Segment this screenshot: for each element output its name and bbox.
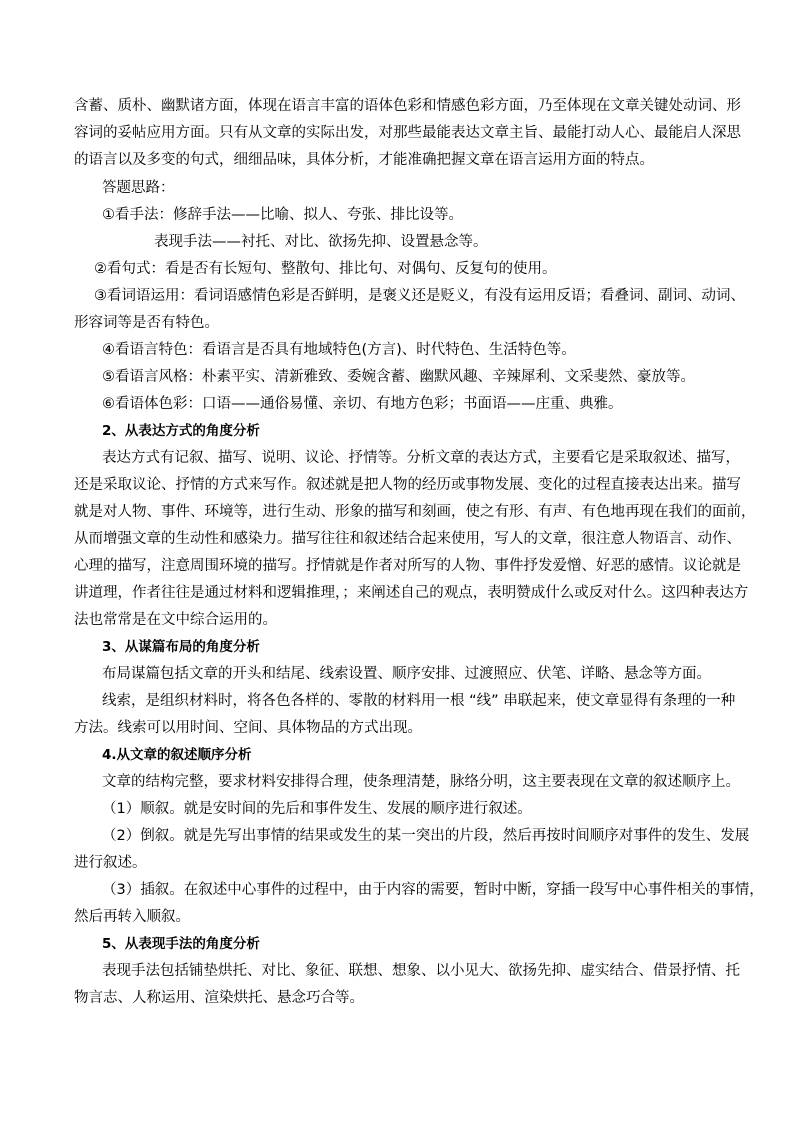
section-heading: 2、从表达方式的角度分析	[102, 423, 260, 439]
approach-item: ①看手法：修辞手法——比喻、拟人、夸张、排比设等。	[102, 207, 463, 223]
approach-item-continuation: 形容词等是否有特色。	[74, 315, 219, 331]
approach-item: ②看句式：看是否有长短句、整散句、排比句、对偶句、反复句的使用。	[94, 261, 557, 277]
section-heading: 3、从谋篇布局的角度分析	[102, 639, 260, 655]
paragraph-line: 含蓄、质朴、幽默诸方面，体现在语言丰富的语体色彩和情感色彩方面，乃至体现在文章关键处动词、形	[74, 98, 741, 114]
paragraph-line: 线索，是组织材料时，将各色各样的、零散的材料用一根 “线” 串联起来，使文章显得有条理的一种	[102, 693, 736, 709]
paragraph-line: 布局谋篇包括文章的开头和结尾、线索设置、顺序安排、过渡照应、伏笔、详略、悬念等方面。	[102, 666, 711, 682]
paragraph-line: 方法。线索可以用时间、空间、具体物品的方式出现。	[74, 720, 422, 736]
paragraph-line: 物言志、人称运用、渲染烘托、悬念巧合等。	[74, 990, 364, 1006]
approach-item: ⑥看语体色彩：口语——通俗易懂、亲切、有地方色彩；书面语——庄重、典雅。	[102, 396, 623, 412]
paragraph-line: 从而增强文章的生动性和感染力。描写往往和叙述结合起来使用，写人的文章，很注意人物语言、动作、	[74, 531, 741, 547]
approach-item: ⑤看语言风格：朴素平实、清新雅致、委婉含蓄、幽默风趣、辛辣犀利、文采斐然、豪放等。	[102, 369, 695, 385]
approach-item-continuation: 表现手法——衬托、对比、欲扬先抑、设置悬念等。	[154, 234, 488, 250]
paragraph-line: 法也常常是在文中综合运用的。	[74, 612, 277, 628]
paragraph-line: 还是采取议论、抒情的方式来写作。叙述就是把人物的经历或事物发展、变化的过程直接表达出来。描写	[74, 477, 741, 493]
list-item-continuation: 然后再转入顺叙。	[74, 909, 190, 925]
paragraph-line: 表现手法包括铺垫烘托、对比、象征、联想、想象、以小见大、欲扬先抑、虚实结合、借景抒情、托	[102, 963, 740, 979]
paragraph-line: 心理的描写，注意周围环境的描写。抒情就是作者对所写的人物、事件抒发爱憎、好恶的感情。议论就是	[74, 558, 741, 574]
paragraph-line: 讲道理，作者往往是通过材料和逻辑推理，；来阐述自己的观点，表明赞成什么或反对什么。这四种表达方	[74, 585, 749, 601]
paragraph-line: 就是对人物、事件、环境等，进行生动、形象的描写和刻画，使之有形、有声、有色地再现在我们的面前，	[74, 504, 756, 520]
answer-approach-label: 答题思路：	[102, 180, 175, 196]
section-heading: 4.从文章的叙述顺序分析	[102, 747, 252, 763]
list-item: （3）插叙。在叙述中心事件的过程中，由于内容的需要，暂时中断，穿插一段写中心事件相关的事情，	[102, 882, 764, 898]
paragraph-line: 的语言以及多变的句式，细细品味，具体分析，才能准确把握文章在语言运用方面的特点。	[74, 152, 654, 168]
list-item: （1）顺叙。就是安时间的先后和事件发生、发展的顺序进行叙述。	[102, 801, 532, 817]
list-item: （2）倒叙。就是先写出事情的结果或发生的某一突出的片段，然后再按时间顺序对事件的发生、发展	[102, 828, 750, 844]
paragraph-line: 表达方式有记叙、描写、说明、议论、抒情等。分析文章的表达方式，主要看它是采取叙述、描写，	[102, 450, 740, 466]
section-heading: 5、从表现手法的角度分析	[102, 936, 260, 952]
paragraph-line: 容词的妥帖应用方面。只有从文章的实际出发，对那些最能表达文章主旨、最能打动人心、最能启人深思	[74, 125, 741, 141]
approach-item: ③看词语运用：看词语感情色彩是否鲜明，是褒义还是贬义，有没有运用反语；看叠词、副词、动词、	[94, 288, 745, 304]
approach-item: ④看语言特色：看语言是否具有地域特色(方言)、时代特色、生活特色等。	[102, 342, 576, 358]
list-item-continuation: 进行叙述。	[74, 855, 147, 871]
paragraph-line: 文章的结构完整，要求材料安排得合理，使条理清楚，脉络分明，这主要表现在文章的叙述顺序上。	[102, 774, 740, 790]
